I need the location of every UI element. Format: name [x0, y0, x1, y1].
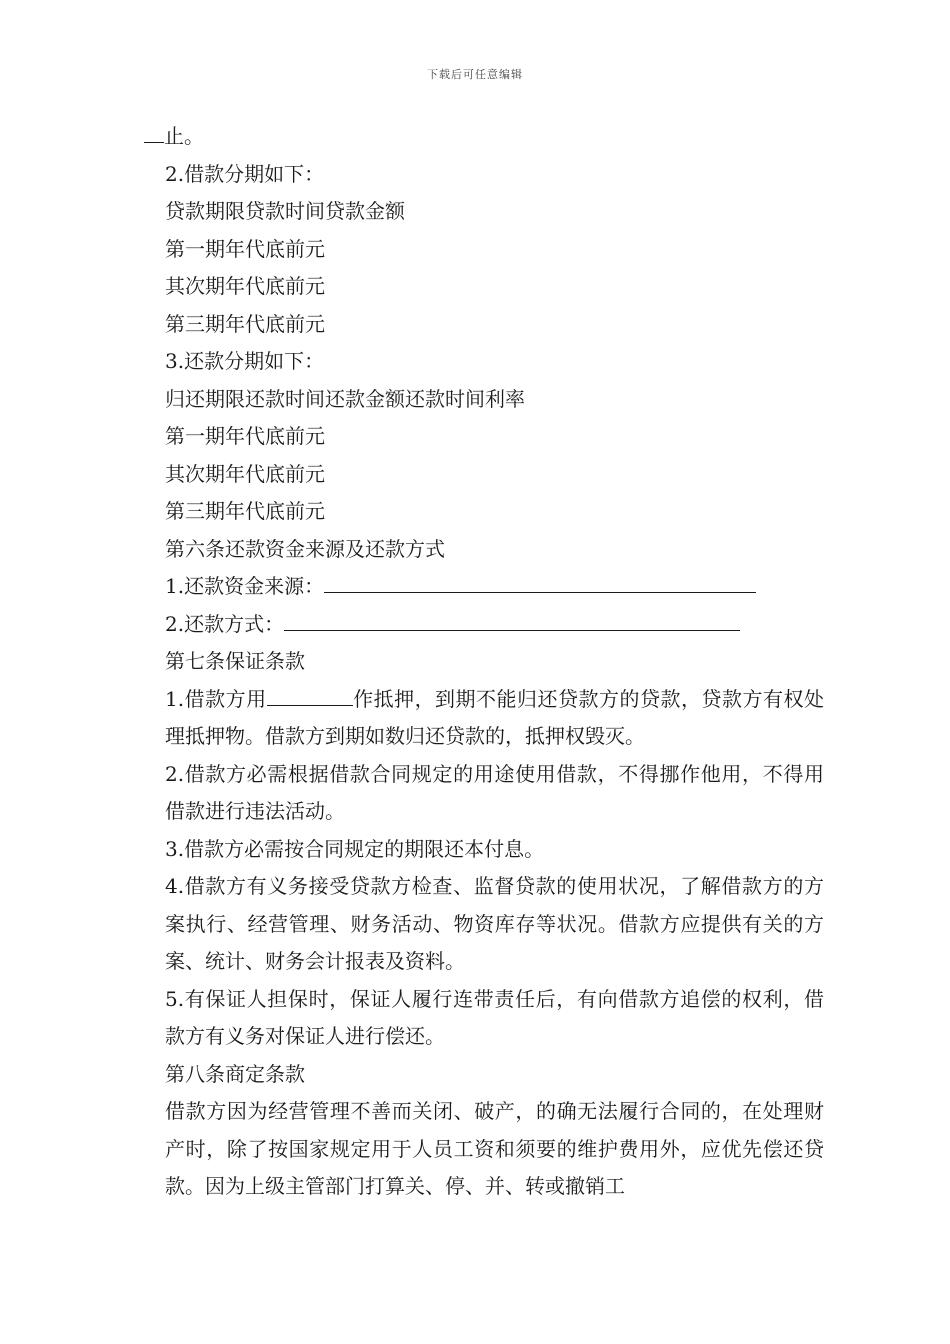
repayment-source-line: 1.还款资金来源： [144, 568, 824, 606]
repayment-source-blank [324, 572, 756, 593]
loan-installment-row-1: 第一期年代底前元 [165, 236, 325, 261]
blank-underline [144, 122, 164, 143]
repayment-installments-columns: 归还期限还款时间还款金额还款时间利率 [165, 386, 525, 411]
clause-8-title: 第八条商定条款 [165, 1061, 305, 1086]
clause-7-item-2: 2.借款方必需根据借款合同规定的用途使用借款，不得挪作他用，不得用借款进行违法活动。 [165, 761, 824, 823]
clause-7-item-4: 4.借款方有义务接受贷款方检查、监督贷款的使用状况，了解借款方的方案执行、经营管理、财务活动、物资库存等状况。借款方应提供有关的方案、统计、财务会计报表及资料。 [165, 874, 824, 973]
clause-7-item-5: 5.有保证人担保时，保证人履行连带责任后，有向借款方追偿的权利，借款方有义务对保证人进行偿还。 [165, 986, 824, 1048]
repayment-installment-row-1: 第一期年代底前元 [165, 424, 325, 448]
repayment-installment-row-3: 第三期年代底前元 [165, 499, 325, 523]
loan-installments-columns: 贷款期限贷款时间贷款金额 [165, 199, 405, 223]
repayment-installment-row-2: 其次期年代底前元 [165, 461, 325, 486]
clause-6-title: 第六条还款资金来源及还款方式 [165, 536, 445, 561]
clause-7-item-1: 1.借款方用 作抵押，到期不能归还贷款方的贷款，贷款方有权处理抵押物。借款方到期如数归还贷款的，抵押权毁灭。 [165, 686, 825, 748]
loan-installments-heading: 2.借款分期如下： [165, 161, 325, 186]
repayment-method-line: 2.还款方式： [144, 606, 824, 644]
loan-installment-row-3: 第三期年代底前元 [165, 311, 325, 336]
clause-8-body: 借款方因为经营管理不善而关闭、破产，的确无法履行合同的，在处理财产时，除了按国家规定用于人员工资和须要的维护费用外，应优先偿还贷款。因为上级主管部门打算关、停、并、转或撤销工 [165, 1099, 824, 1198]
clause-7-title: 第七条保证条款 [165, 649, 305, 673]
page-header: 下载后可任意编辑 [427, 68, 523, 81]
clause-7-item-3: 3.借款方必需按合同规定的期限还本付息。 [165, 836, 545, 861]
line-continuation: 止。 [144, 118, 824, 156]
loan-installment-row-2: 其次期年代底前元 [165, 274, 325, 298]
collateral-blank [267, 685, 353, 706]
repayment-installments-heading: 3.还款分期如下： [165, 349, 325, 373]
repayment-method-blank [284, 610, 740, 631]
document-body [144, 118, 824, 1206]
